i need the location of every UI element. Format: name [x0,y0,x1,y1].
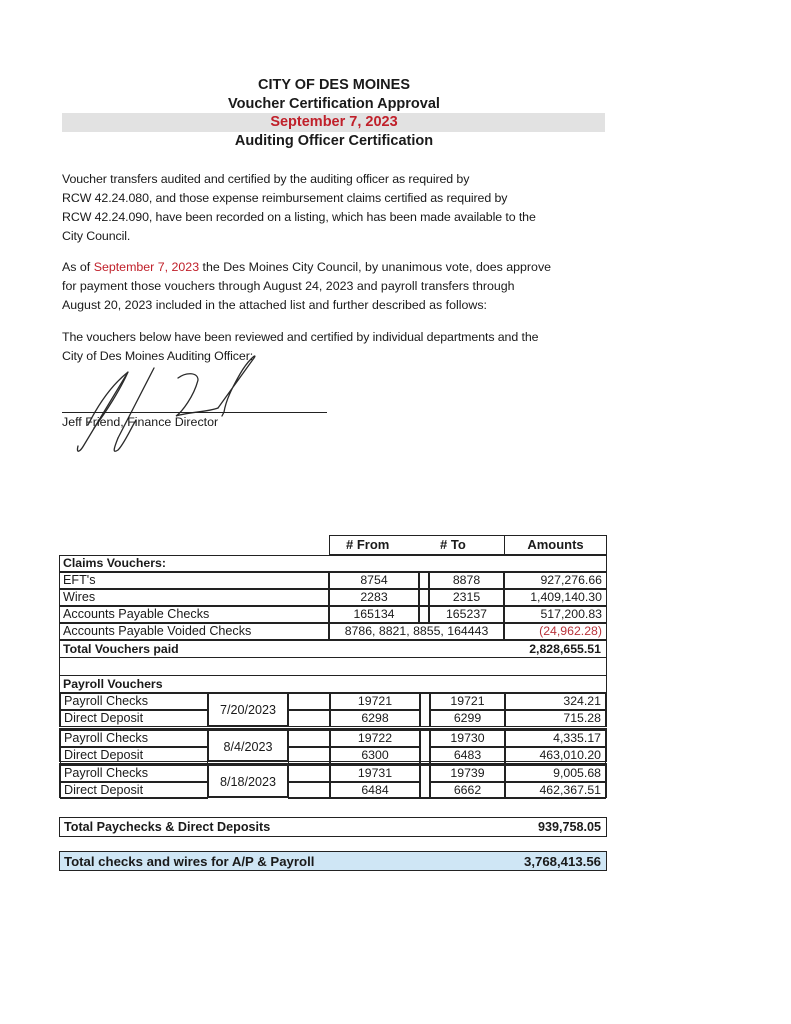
payroll-section-heading: Payroll Vouchers [59,675,607,693]
voided-amount: (24,962.28) [504,623,607,640]
city-name: CITY OF DES MOINES [257,77,410,93]
row-spacer [420,765,430,799]
row-spacer [420,693,430,727]
section-spacer [59,658,607,675]
row-label: Payroll Checks [60,765,208,782]
row-label: Wires [59,589,329,606]
row-from: 8754 [329,572,419,589]
paragraph-line: RCW 42.24.080, and those expense reimbursement claims certified as required by [62,191,508,205]
row-from: 6484 [330,782,420,799]
row-spacer [288,747,330,764]
paragraph-line: for payment those vouchers through August 24, 2023 and payroll transfers through [62,279,515,293]
voided-checks-row [59,623,607,640]
grand-total-row [59,851,607,871]
row-to: 19721 [430,693,505,710]
document-date: September 7, 2023 [270,114,398,130]
payroll-group [59,693,607,727]
payroll-group [59,728,607,762]
row-spacer [288,765,330,782]
row-label: Direct Deposit [60,782,208,799]
row-amount: 927,276.66 [504,572,607,589]
total-paychecks-row [59,817,607,837]
pay-date: 8/4/2023 [208,730,288,761]
grand-total-label: Total checks and wires for A/P & Payroll [64,854,315,869]
row-from: 2283 [329,589,419,606]
row-spacer [288,693,330,710]
certification-paragraph [62,170,602,246]
row-amount: 324.21 [505,693,606,710]
row-label: Payroll Checks [60,730,208,747]
paragraph-line: The vouchers below have been reviewed and certified by individual departments and the [62,330,539,344]
row-amount: 9,005.68 [505,765,606,782]
paragraph-line: As of September 7, 2023 the Des Moines City Council, by unanimous vote, does approve [62,260,552,274]
signatory-name: Jeff Friend, Finance Director [62,415,219,429]
paragraph-line: RCW 42.24.090, have been recorded on a listing, which has been made available to the [62,210,536,224]
row-amount: 463,010.20 [505,747,606,764]
row-spacer [419,589,429,606]
row-spacer [420,730,430,764]
row-amount: 4,335.17 [505,730,606,747]
row-amount: 1,409,140.30 [504,589,607,606]
total-vouchers-row [59,640,607,658]
column-header-from: # From # To [329,535,504,555]
total-paychecks-amount: 939,758.05 [537,820,601,834]
paragraph-line: Voucher transfers audited and certified by the auditing officer as required by [62,172,470,186]
row-label: EFT's [59,572,329,589]
row-spacer [419,572,429,589]
paragraph-line: City of Des Moines Auditing Officer: [62,349,254,363]
row-label: Accounts Payable Checks [59,606,329,623]
row-from: 19731 [330,765,420,782]
table-row [59,589,607,606]
row-from: 165134 [329,606,419,623]
row-amount: 517,200.83 [504,606,607,623]
claims-section-heading: Claims Vouchers: [59,555,607,572]
approval-date: September 7, 2023 [93,260,200,274]
row-label: Accounts Payable Voided Checks [59,623,329,640]
row-from: 19721 [330,693,420,710]
row-to: 6662 [430,782,505,799]
grand-total-amount: 3,768,413.56 [523,854,601,869]
document-subtitle: Auditing Officer Certification [234,133,434,149]
row-label: Direct Deposit [60,747,208,764]
total-vouchers-amount: 2,828,655.51 [529,642,601,656]
row-to: 6483 [430,747,505,764]
pay-date: 7/20/2023 [208,693,288,726]
pay-date: 8/18/2023 [208,765,288,797]
payroll-group [59,763,607,798]
approval-paragraph [62,258,602,315]
row-to: 165237 [429,606,504,623]
row-from: 19722 [330,730,420,747]
row-label: Direct Deposit [60,710,208,727]
table-header-row [59,535,607,555]
signature-line [62,412,327,413]
paragraph-line: City Council. [62,229,131,243]
total-paychecks-label: Total Paychecks & Direct Deposits [64,820,271,834]
row-from: 6298 [330,710,420,727]
row-amount: 462,367.51 [505,782,606,799]
total-vouchers-label: Total Vouchers paid [63,642,179,656]
row-to: 19730 [430,730,505,747]
row-spacer [288,782,330,799]
row-to: 2315 [429,589,504,606]
document-title: Voucher Certification Approval [228,96,440,112]
row-spacer [288,710,330,727]
table-row [59,572,607,589]
row-to: 8878 [429,572,504,589]
row-from: 6300 [330,747,420,764]
table-row [59,606,607,623]
signature-icon [58,350,278,460]
row-amount: 715.28 [505,710,606,727]
row-spacer [419,606,429,623]
paragraph-line: August 20, 2023 included in the attached list and further described as follows: [62,298,487,312]
row-to: 19739 [430,765,505,782]
row-spacer [288,730,330,747]
row-to: 6299 [430,710,505,727]
column-header-amounts: Amounts [504,535,607,555]
voided-check-numbers: 8786, 8821, 8855, 164443 [329,623,504,640]
row-label: Payroll Checks [60,693,208,710]
